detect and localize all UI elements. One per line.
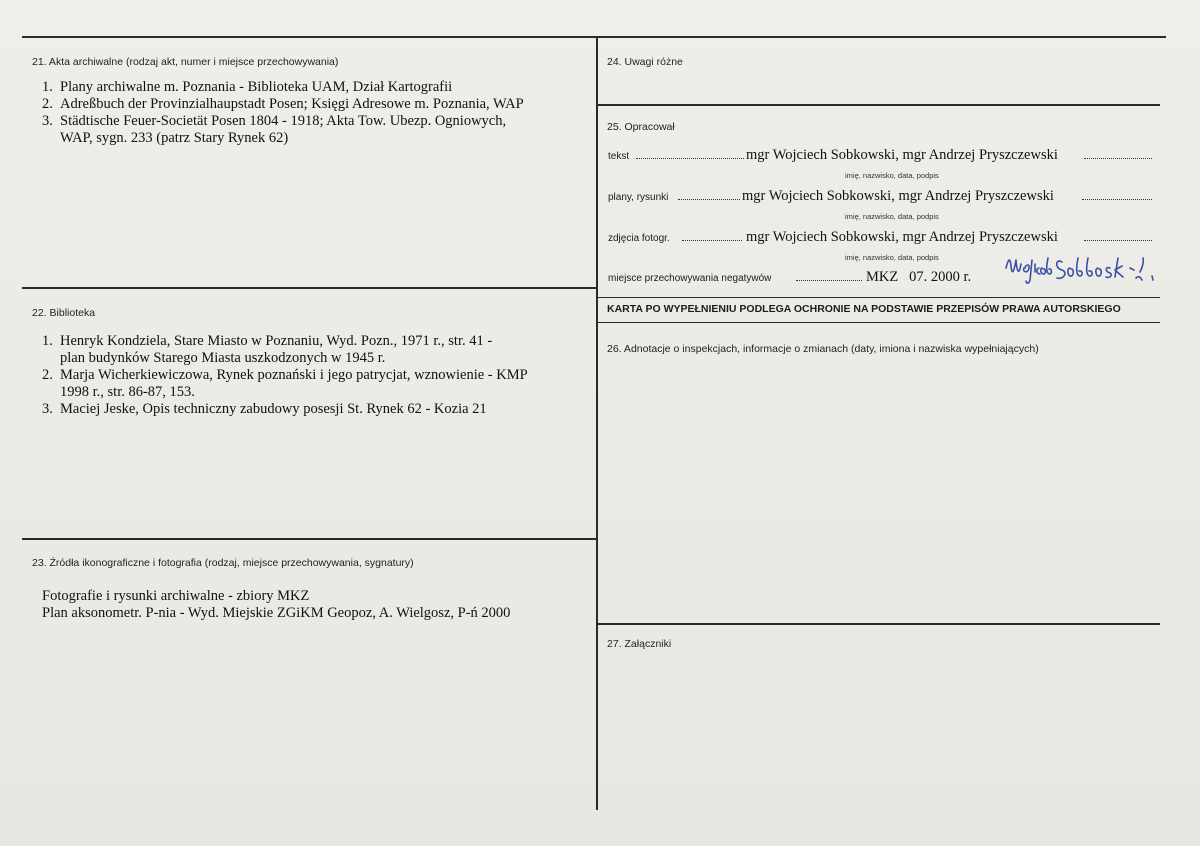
divider-22-23 <box>22 538 597 540</box>
divider-25-notice <box>597 297 1160 298</box>
section-24-title: 24. Uwagi różne <box>607 56 683 68</box>
prepared-text-sublabel: imię, nazwisko, data, podpis <box>845 171 939 180</box>
prepared-text-row: tekst mgr Wojciech Sobkowski, mgr Andrzej Pryszczewski <box>608 146 1156 164</box>
divider-26-27 <box>597 623 1160 625</box>
copyright-notice: KARTA PO WYPEŁNIENIU PODLEGA OCHRONIE NA PODSTAWIE PRZEPISÓW PRAWA AUTORSKIEGO <box>607 303 1121 315</box>
section-23-title: 23. Źródła ikonograficzne i fotografia (rodzaj, miejsce przechowywania, sygnatury) <box>32 557 414 569</box>
prepared-plans-sublabel: imię, nazwisko, data, podpis <box>845 212 939 221</box>
handwritten-signature <box>1002 246 1162 294</box>
divider-24-25 <box>597 104 1160 106</box>
section-22-list <box>42 333 587 418</box>
list-item: 3. Städtische Feuer-Societät Posen 1804 - 1918; Akta Tow. Ubezp. Ogniowych, WAP, sygn. 233 (patrz Stary Rynek 62) <box>42 113 507 146</box>
negatives-row: miejsce przechowywania negatywów MKZ 07. 2000 r. <box>608 269 972 285</box>
prepared-photos-sublabel: imię, nazwisko, data, podpis <box>845 253 939 262</box>
section-21-title: 21. Akta archiwalne (rodzaj akt, numer i miejsce przechowywania) <box>32 56 339 68</box>
column-divider <box>596 36 598 810</box>
divider-21-22 <box>22 287 597 289</box>
section-26-title: 26. Adnotacje o inspekcjach, informacje o zmianach (daty, imiona i nazwiska wypełniających) <box>607 343 1039 355</box>
list-item: 2. Adreßbuch der Provinzialhaupstadt Posen; Księgi Adresowe m. Poznania, WAP <box>42 96 524 112</box>
divider-notice-26 <box>597 322 1160 323</box>
section-25-title: 25. Opracował <box>607 121 675 133</box>
section-21-list <box>42 79 587 147</box>
list-item: 3. Maciej Jeske, Opis techniczny zabudowy posesji St. Rynek 62 - Kozia 21 <box>42 401 487 417</box>
section-23-text: Fotografie i rysunki archiwalne - zbiory MKZ Plan aksonometr. P-nia - Wyd. Miejskie ZGiKM Geopoz, A. Wielgosz, P-ń 2000 <box>42 588 511 621</box>
list-item: 1. Plany archiwalne m. Poznania - Biblioteka UAM, Dział Kartografii <box>42 79 453 95</box>
section-22-title: 22. Biblioteka <box>32 307 96 319</box>
section-27-title: 27. Załączniki <box>607 638 672 650</box>
list-item: 1. Henryk Kondziela, Stare Miasto w Poznaniu, Wyd. Pozn., 1971 r., str. 41 - plan budynków Starego Miasta uszkodzonych w 1945 r. <box>42 333 493 366</box>
top-border <box>22 36 1166 38</box>
prepared-plans-row: plany, rysunki mgr Wojciech Sobkowski, mgr Andrzej Pryszczewski <box>608 187 1156 205</box>
prepared-photos-row: zdjęcia fotogr. mgr Wojciech Sobkowski, mgr Andrzej Pryszczewski <box>608 228 1156 246</box>
list-item: 2. Marja Wicherkiewiczowa, Rynek poznański i jego patrycjat, wznowienie - KMP 1998 r., str. 86-87, 153. <box>42 367 528 400</box>
